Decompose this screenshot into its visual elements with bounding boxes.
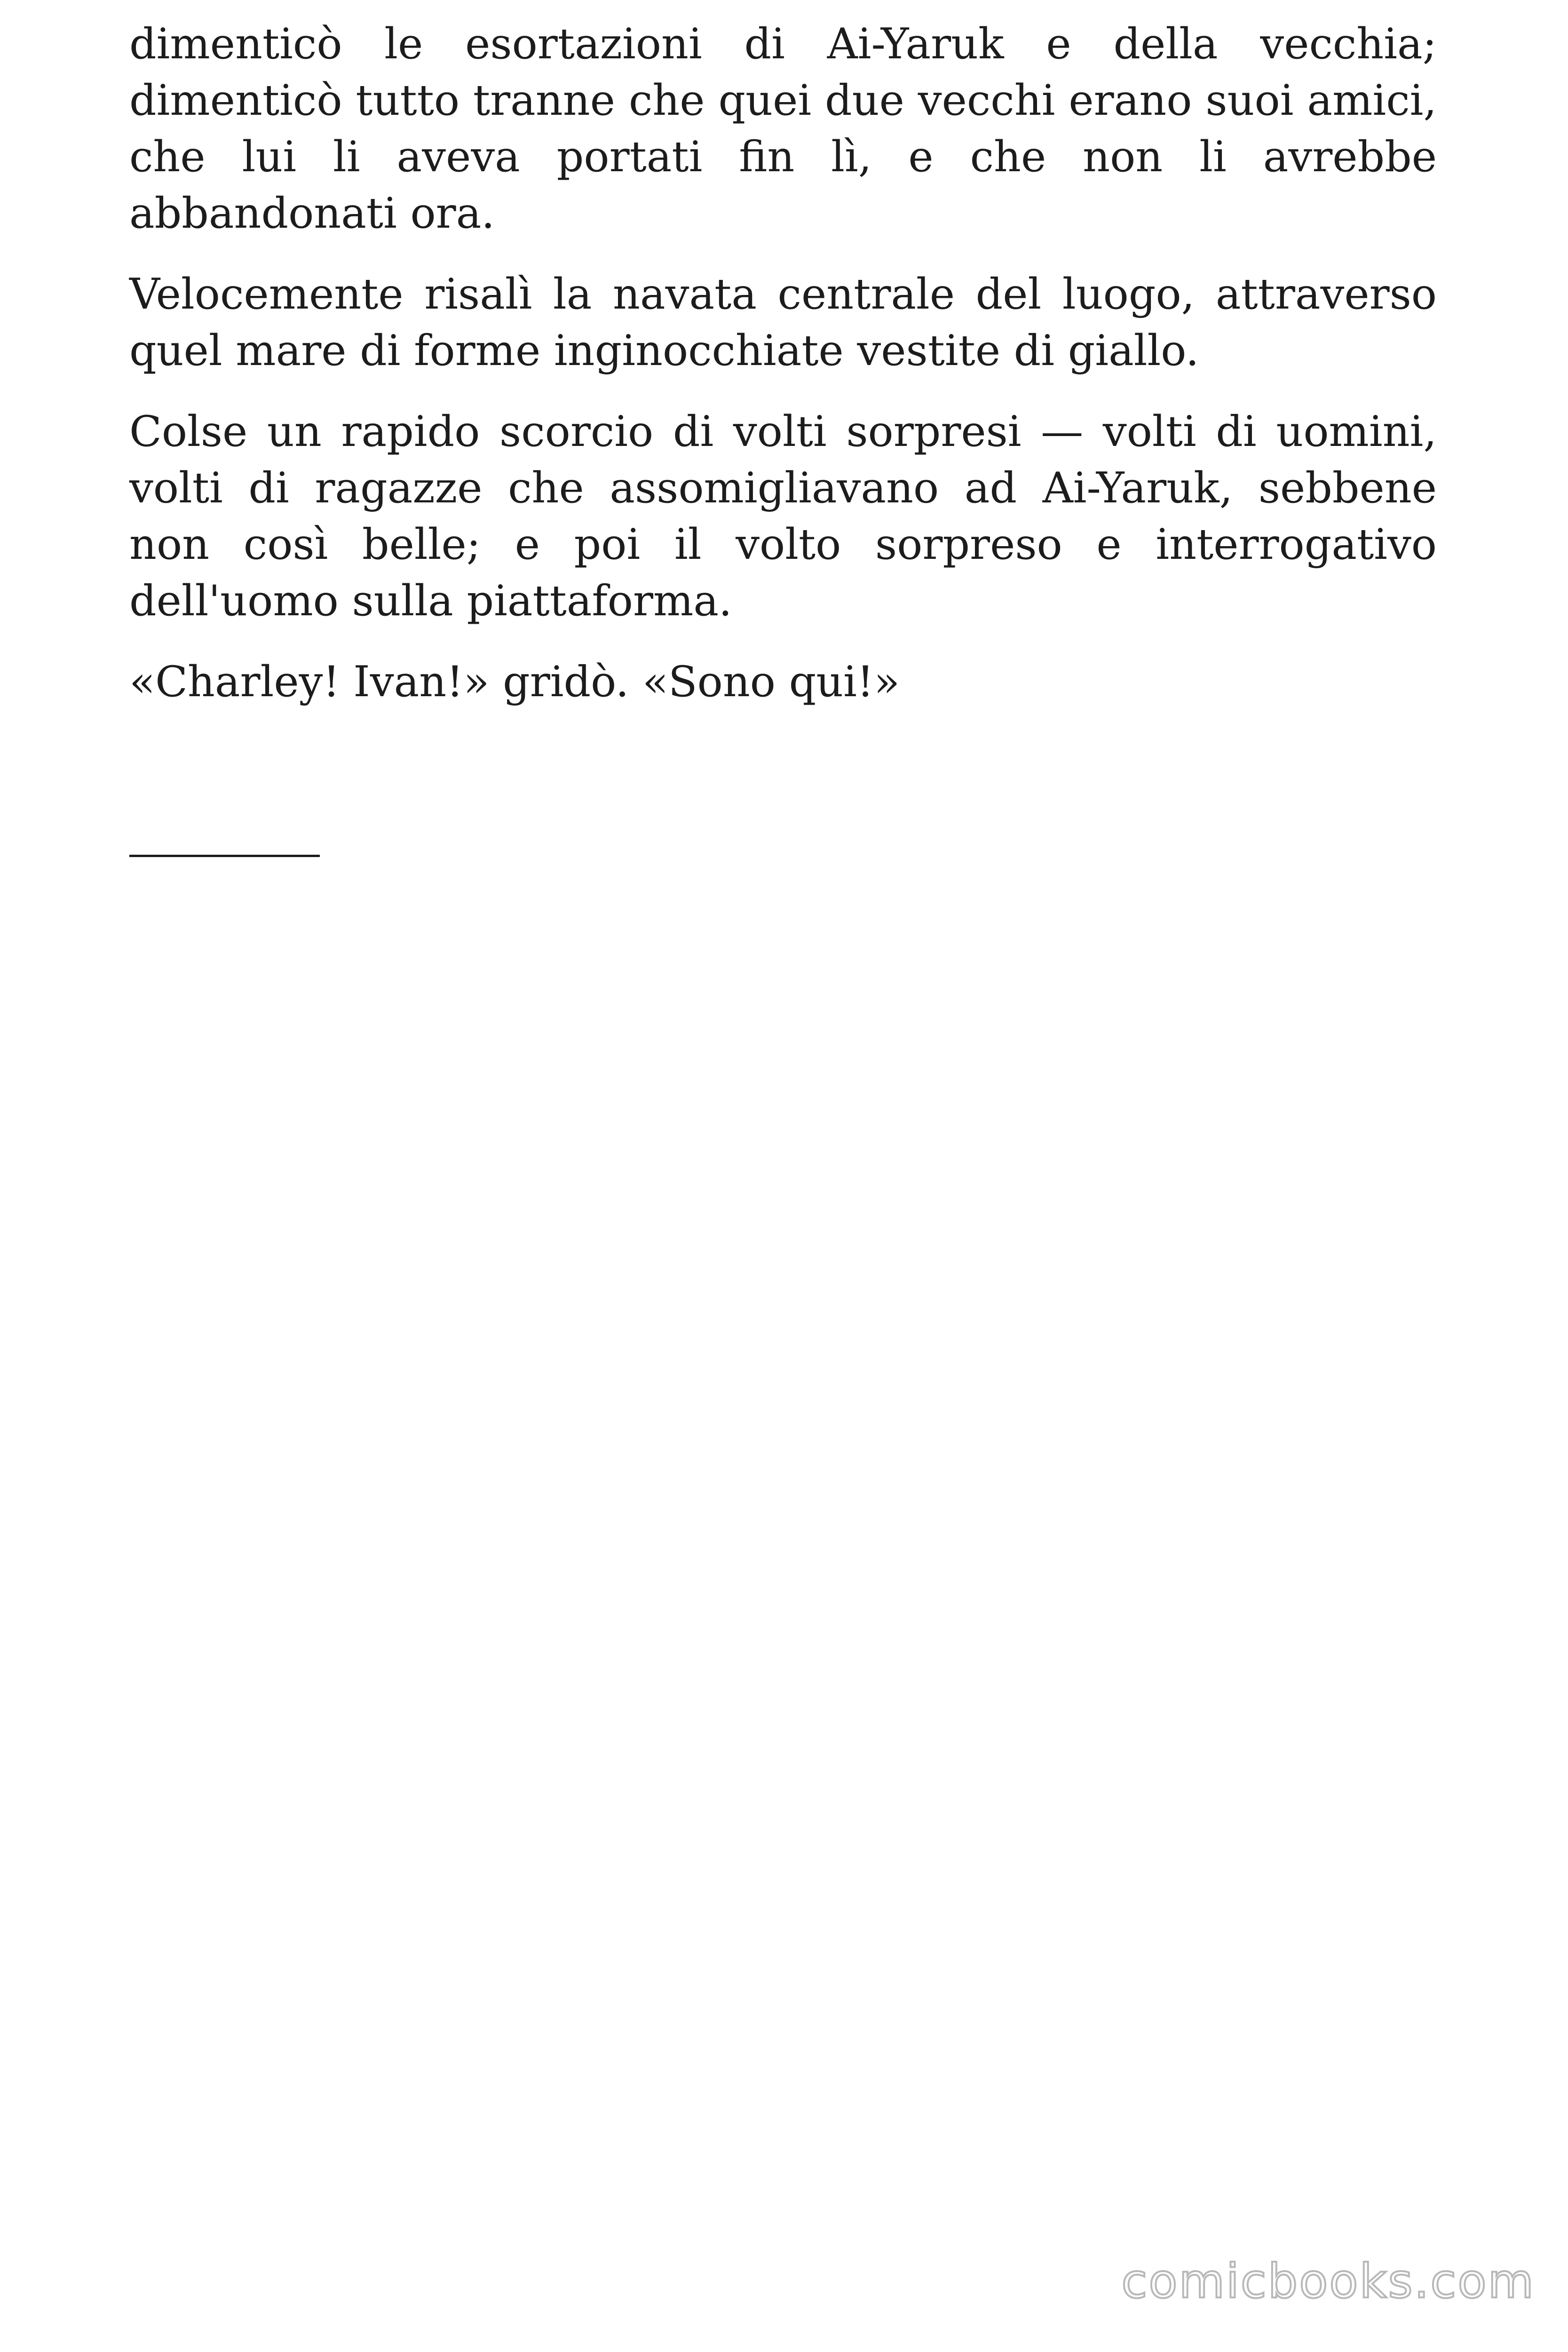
footnote-divider [129,855,320,857]
paragraph-3: Colse un rapido scorcio di volti sorpresi — volti di uomini, volti di ragazze che assomigliavano ad Ai-Yaruk, sebbene non così belle; e poi il volto sorpreso e interrogativo dell'uomo sulla piattaforma. [129,407,1437,626]
book-page [129,0,1437,2352]
watermark: comicbooks.com [1121,2254,1535,2309]
body-text [129,16,1437,735]
paragraph-1: dimenticò le esortazioni di Ai-Yaruk e della vecchia; dimenticò tutto tranne che quei due vecchi erano suoi amici, che lui li aveva portati fin lì, e che non li avrebbe abbandonati ora. [129,19,1437,238]
paragraph-4: «Charley! Ivan!» gridò. «Sono qui!» [129,657,900,707]
paragraph-2: Velocemente risalì la navata centrale del luogo, attraverso quel mare di forme inginocchiate vestite di giallo. [129,270,1437,375]
